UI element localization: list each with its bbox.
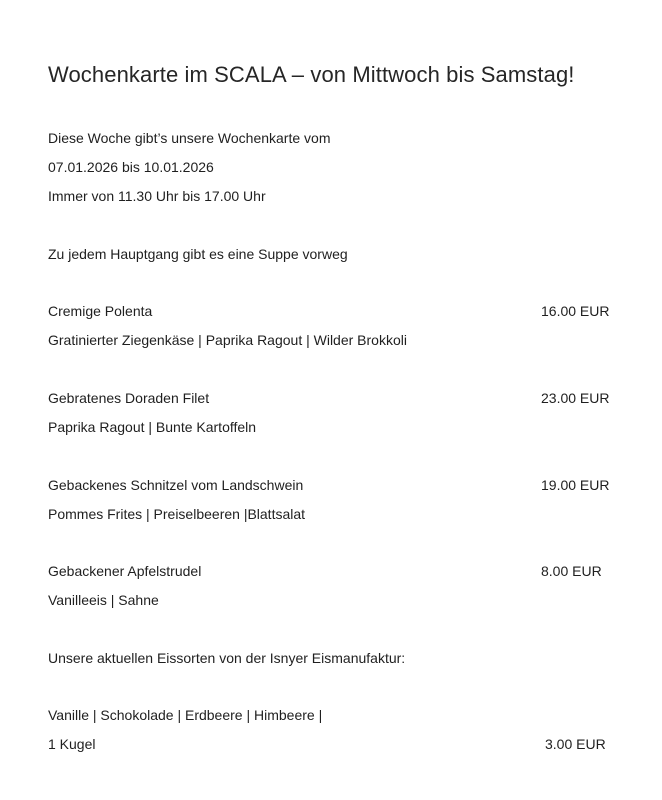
dish-name: Gebratenes Doraden Filet: [48, 390, 210, 406]
intro-opening-hours: Immer von 11.30 Uhr bis 17.00 Uhr: [48, 188, 266, 204]
dish-sides: Vanilleeis | Sahne: [48, 592, 159, 608]
dish-name: Cremige Polenta: [48, 303, 153, 319]
ice-cream-flavors: Vanille | Schokolade | Erdbeere | Himbeere |: [48, 707, 323, 723]
page-title: Wochenkarte im SCALA – von Mittwoch bis Samstag!: [48, 62, 575, 87]
dish-sides: Gratinierter Ziegenkäse | Paprika Ragout | Wilder Brokkoli: [48, 332, 407, 348]
dish-price: 23.00 EUR: [541, 390, 610, 406]
intro-date-range: 07.01.2026 bis 10.01.2026: [48, 159, 214, 175]
dish-name: Gebackenes Schnitzel vom Landschwein: [48, 477, 304, 493]
dish-price: 19.00 EUR: [541, 477, 610, 493]
soup-note: Zu jedem Hauptgang gibt es eine Suppe vorweg: [48, 246, 348, 262]
ice-cream-unit: 1 Kugel: [48, 736, 96, 752]
dish-sides: Paprika Ragout | Bunte Kartoffeln: [48, 419, 257, 435]
dish-name: Gebackener Apfelstrudel: [48, 563, 202, 579]
ice-cream-heading: Unsere aktuellen Eissorten von der Isnyer Eismanufaktur:: [48, 650, 406, 666]
dish-price: 16.00 EUR: [541, 303, 610, 319]
intro-line-1: Diese Woche gibt’s unsere Wochenkarte vom: [48, 130, 331, 146]
ice-cream-price: 3.00 EUR: [545, 736, 606, 752]
dish-sides: Pommes Frites | Preiselbeeren |Blattsalat: [48, 506, 306, 522]
dish-price: 8.00 EUR: [541, 563, 602, 579]
